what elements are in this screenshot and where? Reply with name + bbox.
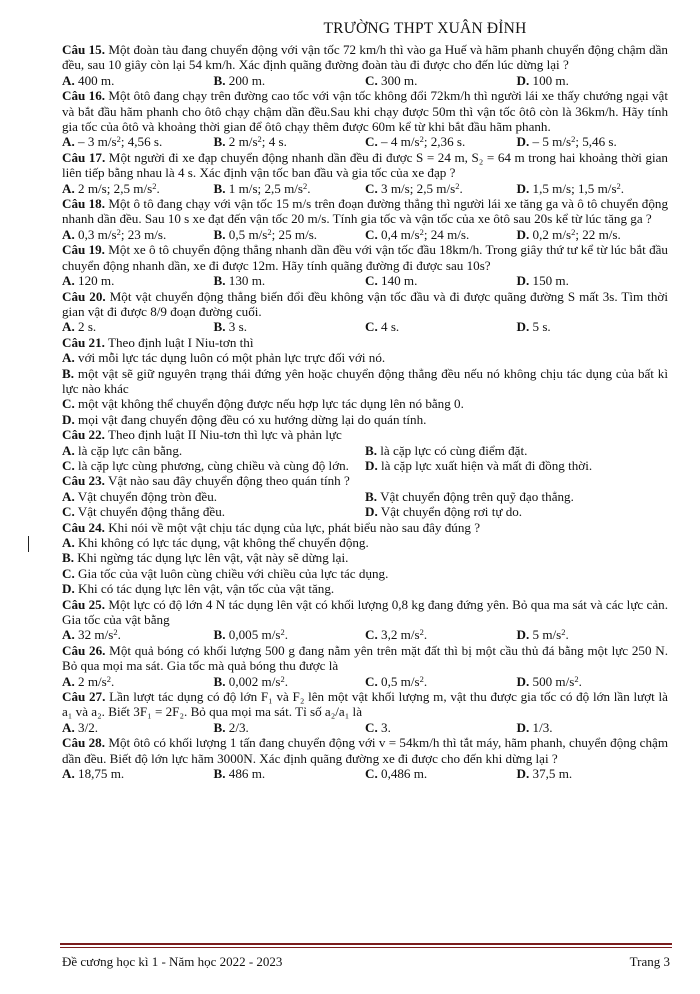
options-22-row1 bbox=[62, 443, 668, 458]
question-text: Một quả bóng có khối lượng 500 g đang nằm yên trên mặt đất thì bị một cầu thủ đá bằng một lực 250 N. Bỏ qua mọi ma sát. Gia tốc mà quả bóng thu được là bbox=[62, 642, 668, 674]
option-text: 3/2. bbox=[78, 719, 99, 735]
page-number: Trang 3 bbox=[629, 954, 670, 969]
option-c bbox=[365, 674, 517, 689]
option-text: 4 s. bbox=[381, 319, 400, 335]
option-text: 2 m/s; 2,5 m/s bbox=[78, 180, 153, 196]
option-text: Khi ngừng tác dụng lực lên vật, vật này sẽ dừng lại. bbox=[77, 550, 349, 566]
option-c bbox=[365, 134, 517, 149]
label-b: B. bbox=[213, 180, 226, 196]
option-d bbox=[517, 766, 669, 781]
options-23-row2 bbox=[62, 504, 668, 519]
exponent: 2 bbox=[616, 180, 621, 191]
exponent: 2 bbox=[561, 627, 566, 638]
question-text: Lần lượt tác dụng có độ lớn F₁ và F₂ lên một vật khối lượng m, vật thu được gia tốc có độ lớn lần lượt là a₁ và a₂. Biết 3F₁ = 2F₂. Bỏ qua mọi ma sát. Tỉ số a₂/a₁ là bbox=[62, 689, 668, 720]
option-b bbox=[214, 181, 366, 196]
option-d bbox=[517, 627, 669, 642]
option-text: . bbox=[117, 627, 121, 643]
exponent: 2 bbox=[113, 627, 118, 638]
option-text: mọi vật đang chuyển động đều có xu hướng dừng lại do quán tính. bbox=[78, 411, 427, 427]
label-c: C. bbox=[365, 134, 378, 150]
label-a: A. bbox=[62, 350, 75, 366]
option-text: 2 s. bbox=[78, 319, 97, 335]
question-28 bbox=[62, 735, 668, 766]
option-d bbox=[62, 412, 668, 427]
question-number: Câu 24. bbox=[62, 519, 105, 535]
option-c bbox=[365, 766, 517, 781]
question-text: Vật nào sau đây chuyển động theo quán tính ? bbox=[107, 473, 350, 489]
label-d: D. bbox=[62, 411, 75, 427]
option-text: Vật chuyển động rơi tự do. bbox=[380, 504, 523, 520]
label-c: C. bbox=[62, 565, 75, 581]
option-text: Gia tốc của vật luôn cùng chiều với chiều của lực tác dụng. bbox=[78, 565, 389, 581]
label-b: B. bbox=[213, 673, 226, 689]
option-text: 37,5 m. bbox=[532, 766, 573, 782]
label-c: C. bbox=[365, 719, 378, 735]
options-27 bbox=[62, 720, 668, 735]
label-b: B. bbox=[213, 273, 226, 289]
question-number: Câu 21. bbox=[62, 334, 105, 350]
option-text: . bbox=[284, 673, 288, 689]
options-22-row2 bbox=[62, 458, 668, 473]
exponent: 2 bbox=[152, 180, 157, 191]
option-c bbox=[62, 396, 668, 411]
option-text: 1/3. bbox=[532, 719, 553, 735]
label-d: D. bbox=[365, 457, 378, 473]
options-15 bbox=[62, 73, 668, 88]
question-number: Câu 27. bbox=[62, 689, 106, 705]
question-text: Khi nói về một vật chịu tác dụng của lực, phát biểu nào sau đây đúng ? bbox=[108, 519, 481, 535]
exponent: 2 bbox=[419, 134, 424, 145]
label-a: A. bbox=[62, 673, 75, 689]
options-28 bbox=[62, 766, 668, 781]
option-text: 1,5 m/s; 1,5 m/s bbox=[532, 180, 617, 196]
option-text: . bbox=[111, 673, 115, 689]
label-c: C. bbox=[365, 766, 378, 782]
option-text: là cặp lực cân bằng. bbox=[78, 442, 183, 458]
option-text: 3 s. bbox=[228, 319, 247, 335]
label-c: C. bbox=[365, 627, 378, 643]
label-b: B. bbox=[213, 226, 226, 242]
label-b: B. bbox=[62, 365, 75, 381]
option-d bbox=[517, 181, 669, 196]
label-d: D. bbox=[516, 766, 530, 782]
question-text: Một ôtô có khối lượng 1 tấn đang chuyển động với v = 54km/h thì tắt máy, hãm phanh, chuyển động chậm dần đều. Biết độ lớn lực hãm 3000N. Xác định quãng đường xe đi được cho đến khi dừng lại ? bbox=[62, 735, 669, 766]
exponent: 2 bbox=[419, 226, 424, 237]
question-18 bbox=[62, 196, 668, 227]
options-24 bbox=[62, 535, 668, 597]
exponent: 2 bbox=[116, 134, 121, 145]
question-number: Câu 17. bbox=[62, 149, 106, 165]
label-a: A. bbox=[62, 719, 75, 735]
options-19 bbox=[62, 273, 668, 288]
label-b: B. bbox=[213, 766, 226, 782]
label-b: B. bbox=[213, 627, 226, 643]
label-d: D. bbox=[516, 273, 530, 289]
question-text: Một ô tô đang chạy với vận tốc 15 m/s trên đoạn đường thẳng thì người lái xe tăng ga và ô tô chuyển động nhanh dần đều. Sau 10 s xe đạt đến vận tốc 20 m/s. Tính gia tốc và vận tốc của xe ôtô sau 20s kể từ lúc tăng ga ? bbox=[62, 196, 668, 227]
exponent: 2 bbox=[257, 134, 262, 145]
options-20 bbox=[62, 319, 668, 334]
option-a bbox=[62, 627, 214, 642]
option-text: 0,5 m/s bbox=[228, 226, 268, 242]
option-text: ; 22 m/s. bbox=[575, 226, 621, 242]
option-a bbox=[62, 766, 214, 781]
option-b bbox=[62, 366, 668, 397]
option-text: 100 m. bbox=[532, 72, 569, 88]
question-number: Câu 19. bbox=[62, 242, 105, 258]
question-text: Một đoàn tàu đang chuyển động với vận tốc 72 km/h thì vào ga Huế và hãm phanh chuyển động chậm dần đều, sau 10 giây còn lại 54 km/h. Xác định quãng đường đoàn tàu đi được cho đến lúc dừng lại ? bbox=[62, 42, 668, 73]
option-text: 3,2 m/s bbox=[381, 627, 420, 643]
question-number: Câu 25. bbox=[62, 596, 105, 612]
question-15 bbox=[62, 42, 668, 73]
footer-rule bbox=[60, 943, 672, 948]
question-text: Một ôtô đang chạy trên đường cao tốc với vận tốc không đổi 72km/h thì người lái xe thấy chướng ngại vật và bắt đầu hãm phanh cho ôtô chạy chậm dần đều.Sau khi chạy được 50m thì vận tốc ôtô còn là 36km/h. Hãy tính gia tốc của ôtô và khoảng thời gian để ôtô chạy thêm được 60m kể từ khi bắt đầu hãm phanh. bbox=[62, 88, 668, 135]
option-text: Khi có tác dụng lực lên vật, vận tốc của vật tăng. bbox=[78, 581, 335, 597]
label-d: D. bbox=[516, 180, 530, 196]
option-text: Vật chuyển động trên quỹ đạo thẳng. bbox=[380, 488, 574, 504]
option-a bbox=[62, 273, 214, 288]
label-a: A. bbox=[62, 319, 75, 335]
option-text: – 5 m/s bbox=[532, 134, 572, 150]
option-text: Khi không có lực tác dụng, vật không thể chuyển động. bbox=[78, 535, 369, 550]
label-a: A. bbox=[62, 442, 75, 458]
option-d bbox=[517, 273, 669, 288]
exponent: 2 bbox=[116, 226, 121, 237]
label-b: B. bbox=[213, 719, 226, 735]
option-text: 140 m. bbox=[381, 273, 418, 289]
option-text: 3. bbox=[381, 719, 391, 735]
label-a: A. bbox=[62, 226, 75, 242]
label-c: C. bbox=[365, 226, 378, 242]
option-a bbox=[62, 227, 214, 242]
label-d: D. bbox=[516, 627, 530, 643]
exponent: 2 bbox=[106, 673, 112, 684]
option-d bbox=[517, 73, 669, 88]
label-d: D. bbox=[365, 504, 378, 520]
label-c: C. bbox=[365, 273, 378, 289]
label-c: C. bbox=[62, 457, 75, 473]
option-text: . bbox=[307, 180, 311, 196]
option-text: . bbox=[284, 627, 288, 643]
option-c bbox=[62, 458, 365, 473]
option-a bbox=[62, 489, 365, 504]
options-17 bbox=[62, 181, 668, 196]
label-c: C. bbox=[62, 504, 75, 520]
option-d bbox=[517, 720, 669, 735]
option-b bbox=[214, 674, 366, 689]
option-text: 0,005 m/s bbox=[228, 627, 281, 643]
option-c bbox=[365, 181, 517, 196]
label-b: B. bbox=[213, 72, 226, 88]
option-text: . bbox=[156, 180, 160, 196]
question-text: Một xe ô tô chuyển động thẳng nhanh dần đều với vận tốc đầu 18km/h. Trong giây thứ tư kể từ lúc bắt đầu chuyển động nhanh dần, xe đi được 12m. Hãy tính quãng đường đi được sau 10s? bbox=[62, 242, 668, 273]
label-a: A. bbox=[62, 134, 75, 150]
question-26 bbox=[62, 643, 668, 674]
option-text: 500 m/s bbox=[532, 673, 575, 689]
option-text: 300 m. bbox=[381, 72, 418, 88]
question-text: Một lực có độ lớn 4 N tác dụng lên vật có khối lượng 0,8 kg đang đứng yên. Bỏ qua ma sát và các lực cản. Gia tốc của vật bằng bbox=[62, 596, 668, 628]
question-25 bbox=[62, 597, 668, 628]
option-c bbox=[62, 504, 365, 519]
option-text: 2 m/s bbox=[78, 673, 107, 689]
option-text: 0,486 m. bbox=[381, 766, 428, 782]
option-text: 1 m/s; 2,5 m/s bbox=[228, 180, 304, 196]
label-b: B. bbox=[365, 442, 378, 458]
exponent: 2 bbox=[303, 180, 308, 191]
option-text: . bbox=[565, 627, 569, 643]
margin-mark bbox=[28, 536, 29, 552]
label-d: D. bbox=[516, 319, 530, 335]
option-c bbox=[365, 720, 517, 735]
label-c: C. bbox=[365, 673, 378, 689]
label-a: A. bbox=[62, 180, 75, 196]
label-d: D. bbox=[516, 673, 530, 689]
question-19 bbox=[62, 242, 668, 273]
option-text: 0,002 m/s bbox=[228, 673, 281, 689]
option-text: ; 4,56 s. bbox=[120, 134, 163, 150]
option-b bbox=[62, 550, 668, 565]
question-16 bbox=[62, 88, 668, 134]
option-b bbox=[214, 627, 366, 642]
label-a: A. bbox=[62, 627, 75, 643]
option-c bbox=[365, 227, 517, 242]
option-text: 0,5 m/s bbox=[381, 673, 420, 689]
option-text: 32 m/s bbox=[78, 627, 114, 643]
label-b: B. bbox=[213, 134, 226, 150]
options-26 bbox=[62, 674, 668, 689]
option-d bbox=[517, 134, 669, 149]
question-24 bbox=[62, 520, 668, 535]
label-b: B. bbox=[365, 488, 378, 504]
exponent: 2 bbox=[267, 226, 272, 237]
exponent: 2 bbox=[280, 627, 285, 638]
option-d bbox=[517, 674, 669, 689]
label-a: A. bbox=[62, 72, 75, 88]
label-a: A. bbox=[62, 766, 75, 782]
exponent: 2 bbox=[455, 180, 460, 191]
question-23 bbox=[62, 473, 668, 488]
question-text: Theo định luật II Niu-tơn thì lực và phản lực bbox=[107, 427, 342, 443]
option-b bbox=[365, 489, 668, 504]
option-a bbox=[62, 674, 214, 689]
exponent: 2 bbox=[571, 134, 576, 145]
option-text: ; 24 m/s. bbox=[423, 226, 470, 242]
option-a bbox=[62, 134, 214, 149]
option-text: một vật sẽ giữ nguyên trạng thái đứng yên hoặc chuyển động thẳng đều nếu nó không chịu tác dụng của bất kì lực nào khác bbox=[62, 365, 668, 396]
options-21 bbox=[62, 350, 668, 427]
option-text: 200 m. bbox=[228, 72, 266, 88]
option-a bbox=[62, 443, 365, 458]
question-text: Theo định luật I Niu-tơn thì bbox=[107, 334, 254, 350]
option-text: 0,3 m/s bbox=[78, 226, 117, 242]
options-25 bbox=[62, 627, 668, 642]
question-number: Câu 28. bbox=[62, 735, 105, 751]
option-a bbox=[62, 720, 214, 735]
option-c bbox=[365, 319, 517, 334]
label-a: A. bbox=[62, 488, 75, 504]
option-text: . bbox=[459, 180, 463, 196]
question-text: Một người đi xe đạp chuyển động nhanh dần đều đi được S = 24 m, S₂ = 64 m trong hai khoảng thời gian liên tiếp bằng nhau là 4 s. Xác định vận tốc ban đầu và gia tốc của xe đạp ? bbox=[62, 149, 668, 181]
question-number: Câu 26. bbox=[62, 642, 106, 658]
option-c bbox=[365, 273, 517, 288]
option-b bbox=[214, 720, 366, 735]
option-c bbox=[62, 566, 668, 581]
option-text: 0,2 m/s bbox=[532, 226, 572, 242]
label-c: C. bbox=[62, 396, 75, 412]
option-text: 2 m/s bbox=[228, 134, 258, 150]
option-text: 2/3. bbox=[228, 719, 249, 735]
exponent: 2 bbox=[280, 673, 285, 684]
question-number: Câu 15. bbox=[62, 42, 105, 57]
options-18 bbox=[62, 227, 668, 242]
option-text: 150 m. bbox=[532, 273, 569, 289]
option-text: 18,75 m. bbox=[78, 766, 125, 782]
option-a bbox=[62, 181, 214, 196]
option-text: ; 4 s. bbox=[261, 134, 287, 150]
question-text: Một vật chuyển động thẳng biến đổi đều không vận tốc đầu và đi được quãng đường S mất 3s. Tìm thời gian vật đi được 8/9 đoạn đường cuối. bbox=[62, 288, 668, 319]
label-c: C. bbox=[365, 319, 378, 335]
option-b bbox=[214, 766, 366, 781]
options-23-row1 bbox=[62, 489, 668, 504]
option-c bbox=[365, 627, 517, 642]
option-text: . bbox=[423, 627, 428, 643]
option-a bbox=[62, 73, 214, 88]
question-number: Câu 18. bbox=[62, 196, 105, 212]
question-number: Câu 22. bbox=[62, 427, 105, 443]
option-text: là cặp lực cùng phương, cùng chiều và cùng độ lớn. bbox=[78, 457, 349, 473]
option-text: 5 s. bbox=[532, 319, 551, 335]
option-text: – 4 m/s bbox=[381, 134, 420, 150]
option-text: là cặp lực xuất hiện và mất đi đồng thời. bbox=[381, 457, 593, 473]
option-text: . bbox=[423, 673, 428, 689]
exponent: 2 bbox=[571, 226, 576, 237]
exponent: 2 bbox=[419, 673, 424, 684]
label-d: D. bbox=[516, 226, 530, 242]
option-text: ; 5,46 s. bbox=[575, 134, 617, 150]
label-c: C. bbox=[365, 72, 378, 88]
option-d bbox=[62, 581, 668, 596]
footer-title: Đề cương học kì 1 - Năm học 2022 - 2023 bbox=[62, 954, 283, 969]
option-b bbox=[214, 227, 366, 242]
question-number: Câu 20. bbox=[62, 288, 106, 304]
label-d: D. bbox=[516, 719, 530, 735]
label-d: D. bbox=[516, 72, 530, 88]
question-20 bbox=[62, 289, 668, 320]
option-text: 3 m/s; 2,5 m/s bbox=[381, 180, 456, 196]
option-text: là cặp lực có cùng điểm đặt. bbox=[380, 442, 528, 458]
label-d: D. bbox=[516, 134, 530, 150]
option-a bbox=[62, 319, 214, 334]
option-text: 400 m. bbox=[78, 72, 115, 88]
option-d bbox=[365, 504, 668, 519]
label-a: A. bbox=[62, 273, 75, 289]
exponent: 2 bbox=[574, 673, 579, 684]
option-a bbox=[62, 350, 668, 365]
option-text: 5 m/s bbox=[532, 627, 562, 643]
option-text: ; 2,36 s. bbox=[423, 134, 466, 150]
question-22 bbox=[62, 427, 668, 442]
option-b bbox=[214, 134, 366, 149]
option-text: ; 25 m/s. bbox=[271, 226, 318, 242]
question-17 bbox=[62, 150, 668, 181]
option-b bbox=[214, 73, 366, 88]
option-text: – 3 m/s bbox=[78, 134, 117, 150]
option-text: một vật không thể chuyển động được nếu hợp lực tác dụng lên nó bằng 0. bbox=[78, 396, 464, 412]
option-text: Vật chuyển động thẳng đều. bbox=[77, 504, 226, 520]
option-a bbox=[62, 535, 668, 550]
question-27 bbox=[62, 689, 668, 720]
option-d bbox=[517, 319, 669, 334]
option-b bbox=[214, 319, 366, 334]
label-b: B. bbox=[213, 319, 226, 335]
question-list bbox=[62, 42, 668, 782]
option-text: với mỗi lực tác dụng luôn có một phản lực trực đối với nó. bbox=[78, 350, 386, 366]
option-text: Vật chuyển động tròn đều. bbox=[77, 488, 218, 504]
option-b bbox=[365, 443, 668, 458]
option-d bbox=[517, 227, 669, 242]
option-text: 130 m. bbox=[228, 273, 266, 289]
label-b: B. bbox=[62, 550, 75, 566]
option-d bbox=[365, 458, 668, 473]
option-b bbox=[214, 273, 366, 288]
option-c bbox=[365, 73, 517, 88]
exponent: 2 bbox=[419, 627, 424, 638]
label-a: A. bbox=[62, 535, 75, 550]
options-16 bbox=[62, 134, 668, 149]
label-d: D. bbox=[62, 581, 75, 597]
option-text: 120 m. bbox=[78, 273, 115, 289]
question-21 bbox=[62, 335, 668, 350]
question-number: Câu 23. bbox=[62, 473, 105, 489]
option-text: 0,4 m/s bbox=[381, 226, 420, 242]
label-c: C. bbox=[365, 180, 378, 196]
question-number: Câu 16. bbox=[62, 88, 106, 104]
option-text: ; 23 m/s. bbox=[120, 226, 167, 242]
option-text: . bbox=[620, 180, 625, 196]
option-text: 486 m. bbox=[228, 766, 266, 782]
school-header: TRƯỜNG THPT XUÂN ĐỈNH bbox=[323, 20, 527, 37]
option-text: . bbox=[578, 673, 582, 689]
